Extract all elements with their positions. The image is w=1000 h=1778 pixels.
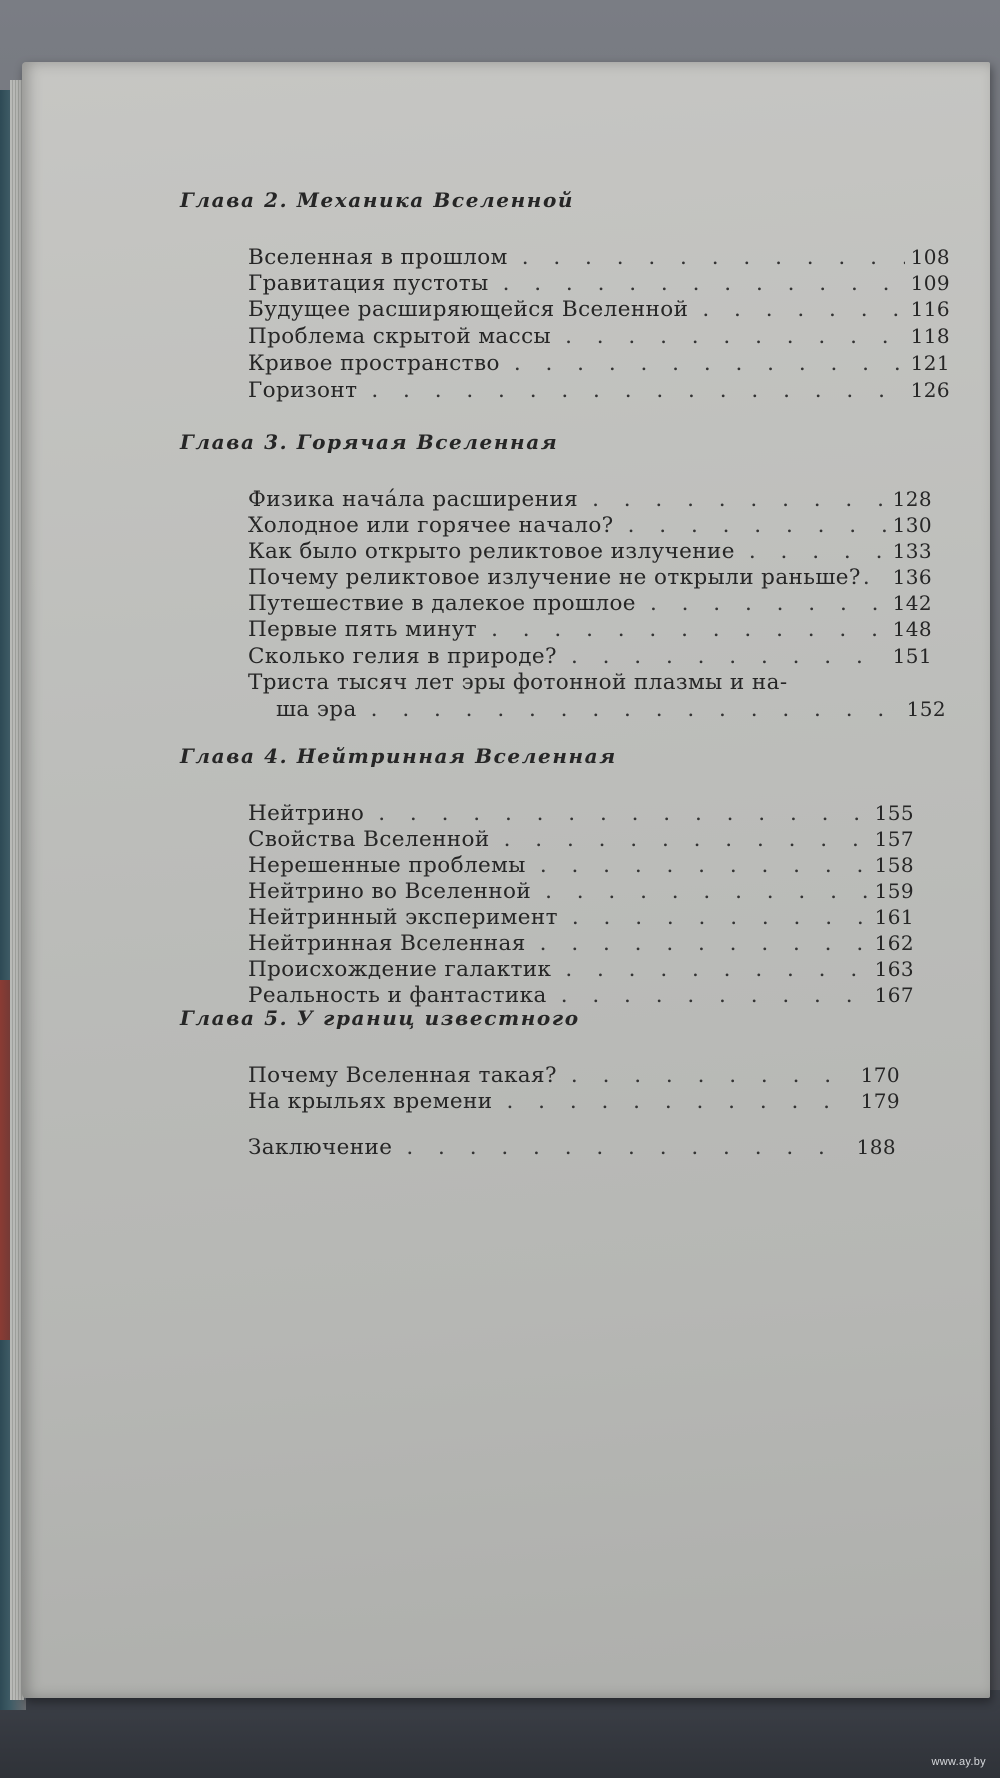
entry-title: Нейтрино во Вселенной [248,879,532,904]
entry-title: На крыльях времени [248,1089,493,1114]
entry-title: Будущее расширяющейся Вселенной [248,297,689,322]
toc-entry [248,616,932,642]
toc-entry [248,904,914,930]
entry-page: 130 [892,513,932,537]
leader-dots [702,297,904,323]
leader-dots [491,617,887,643]
entry-title: Нейтрино [248,801,365,826]
entry-title: Горизонт [248,378,358,403]
toc-entry [248,956,914,982]
entry-title: Кривое пространство [248,351,500,376]
entry-page: 136 [892,565,932,589]
toc-entry [248,296,950,322]
chapter-2-title: Глава 2. Механика Вселенной [180,188,575,212]
toc-entry-line-1 [248,670,932,696]
toc-entry [248,852,914,878]
entry-page: 142 [892,591,932,615]
entry-page: 116 [910,297,950,321]
entry-page: 151 [892,644,932,668]
entry-title: Путешествие в далекое прошлое [248,591,636,616]
leader-dots [592,487,887,513]
entry-page: 148 [892,617,932,641]
leader-dots [561,983,869,1009]
entry-title: Нейтринный эксперимент [248,905,558,930]
entry-page: 158 [874,853,914,877]
toc-entry [248,350,950,376]
entry-title: Как было открыто реликтовое излучение [248,539,735,564]
toc-conclusion [248,1134,896,1160]
entry-title: Холодное или горячее начало? [248,513,614,538]
leader-dots [650,591,887,617]
toc-entry [248,800,914,826]
leader-dots [371,378,904,404]
entry-title: Почему Вселенная такая? [248,1063,557,1088]
toc-entry [248,643,932,669]
entry-page: 121 [910,351,950,375]
entry-page: 152 [906,697,946,721]
entry-page: 162 [874,931,914,955]
entry-title: Свойства Вселенной [248,827,490,852]
toc-entry [248,270,950,296]
entry-page: 108 [910,245,950,269]
leader-dots [406,1135,850,1161]
entry-title: Проблема скрытой массы [248,324,552,349]
leader-dots [371,697,901,723]
entry-title: Первые пять минут [248,617,478,642]
entry-title: Вселенная в прошлом [248,245,508,270]
chapter-3-title: Глава 3. Горячая Вселенная [180,430,559,454]
entry-title: Триста тысяч лет эры фотонной плазмы и на- [248,670,788,695]
leader-dots [540,931,869,957]
leader-dots [507,1089,855,1115]
entry-page: 167 [874,983,914,1007]
entry-page: 161 [874,905,914,929]
site-watermark: www.ay.by [931,1756,986,1768]
leader-dots [514,351,905,377]
conclusion-page: 188 [856,1135,896,1159]
entry-page: 133 [892,539,932,563]
leader-dots [503,271,905,297]
entry-page: 163 [874,957,914,981]
entry-title: Нерешенные проблемы [248,853,526,878]
toc-entry [248,590,932,616]
leader-dots [565,957,868,983]
entry-page: 128 [892,487,932,511]
conclusion-title: Заключение [248,1135,393,1160]
leader-dots [378,801,868,827]
toc-entry [248,244,950,270]
toc-entry [248,1062,900,1088]
entry-title: Происхождение галактик [248,957,552,982]
leader-dots [522,245,905,271]
toc-entry [248,1088,900,1114]
leader-dots [565,324,905,350]
entry-page: 109 [910,271,950,295]
entry-page: 179 [860,1089,900,1113]
toc-entry [248,377,950,403]
toc-entry [248,878,914,904]
toc-entry [248,512,932,538]
entry-page: 155 [874,801,914,825]
toc-entry [248,486,932,512]
toc-entry [248,982,914,1008]
chapter-5-title: Глава 5. У границ известного [180,1006,580,1030]
toc-entry [248,930,914,956]
leader-dots [571,644,887,670]
entry-page: 118 [910,324,950,348]
entry-title: Реальность и фантастика [248,983,547,1008]
entry-page: 157 [874,827,914,851]
toc-entry [248,826,914,852]
entry-page: 159 [874,879,914,903]
entry-title: Физика нача́ла расширения [248,487,579,512]
leader-dots [749,539,887,565]
leader-dots [504,827,869,853]
leader-dots [571,1063,855,1089]
toc-entry [248,323,950,349]
entry-title: Нейтринная Вселенная [248,931,526,956]
leader-dots [545,879,869,905]
entry-title: Почему реликтовое излучение не открыли раньше? [248,565,861,590]
leader-dots [572,905,869,931]
entry-title-continued: ша эра [276,697,357,722]
toc-entry-line-2 [276,696,946,722]
entry-title: Гравитация пустоты [248,271,489,296]
chapter-4-title: Глава 4. Нейтринная Вселенная [180,744,617,768]
entry-page: 170 [860,1063,900,1087]
entry-title: Сколько гелия в природе? [248,644,557,669]
leader-dots [628,513,887,539]
leader-dots [863,565,891,591]
toc-entry [248,538,932,564]
leader-dots [540,853,869,879]
entry-page: 126 [910,378,950,402]
toc-entry [248,564,932,590]
